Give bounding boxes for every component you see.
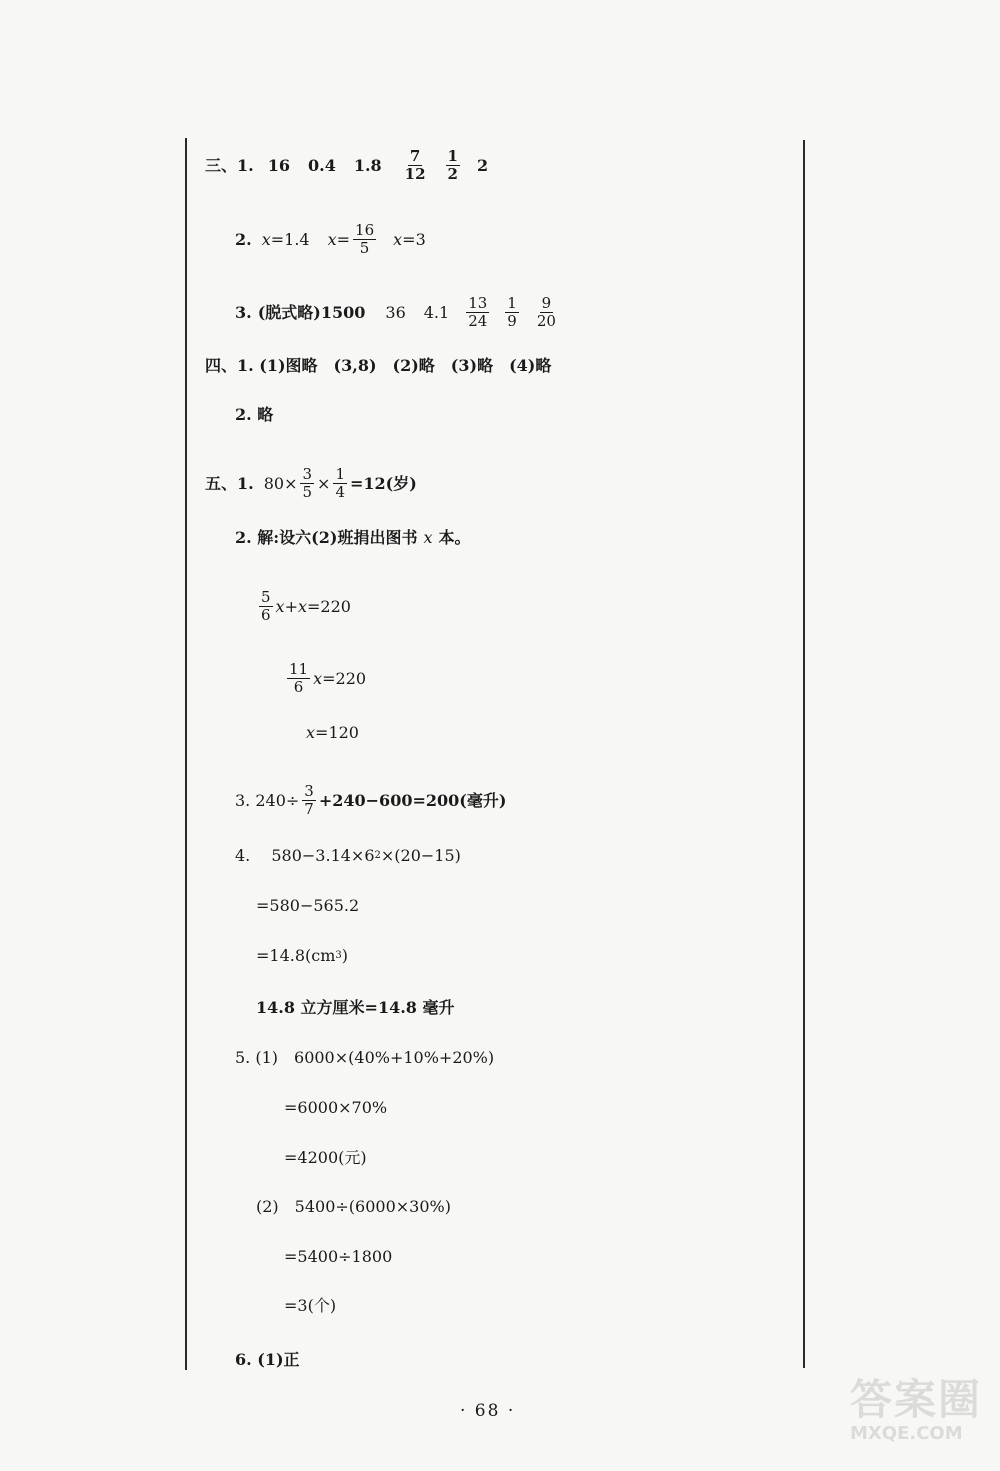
- watermark-url: MXQE.COM: [850, 1423, 963, 1444]
- sec5-q5-l3: =4200(元): [284, 1148, 367, 1167]
- sec5-q2-intro: 2. 解:设六(2)班捐出图书 x 本。: [235, 528, 471, 547]
- sec5-q5-l5: =5400÷1800: [284, 1247, 393, 1266]
- sec5-q5-l6: =3(个): [284, 1296, 337, 1315]
- sec4-q1: 四、1. (1)图略 (3,8) (2)略 (3)略 (4)略: [205, 356, 552, 375]
- sec3-q3: 3. (脱式略)1500 36 4.1 $\frac{13}{24}$ $\frac{1}{9}$ $\frac{9}{20}$: [235, 294, 556, 330]
- sec5-q2-eq3: x =120: [306, 723, 359, 742]
- page-number: · 68 ·: [460, 1401, 516, 1421]
- watermark-logo: [850, 1376, 985, 1456]
- sec5-q4-l1: 4. 580−3.14×6 2 ×(20−15): [235, 846, 461, 865]
- sec5-q3: 3. 240÷ $\frac{3}{7}$ +240−600=200(毫升): [235, 782, 507, 818]
- sec4-q2: 2. 略: [235, 405, 274, 424]
- fraction: $\frac{3}{5}$: [302, 465, 313, 501]
- sec5-q5-l2: =6000×70%: [284, 1098, 388, 1117]
- sec5-q1: 五、1. 80× $\frac{3}{5}$ × $\frac{1}{4}$ =12(岁): [205, 465, 417, 501]
- sec5-q4-l2: =580−565.2: [256, 896, 360, 915]
- sec5-q2-eq1: $\frac{5}{6}$ x + x =220: [261, 588, 351, 624]
- sec5-q6: 6. (1)正: [235, 1350, 300, 1369]
- sec3-q2: 2. x =1.4 x = $\frac{16}{5}$ x =3: [235, 221, 426, 257]
- fraction: $\frac{16}{5}$: [355, 221, 375, 257]
- fraction: $\frac{5}{6}$: [261, 588, 271, 624]
- fraction: $\frac{13}{24}$: [468, 294, 488, 330]
- fraction: $\frac{11}{6}$: [289, 660, 309, 696]
- sec5-q2-eq2: $\frac{11}{6}$ x =220: [289, 660, 367, 696]
- right-margin-rule: [803, 140, 805, 1368]
- fraction: $\frac{9}{20}$: [536, 294, 556, 330]
- sec3-q1: 三、1. 16 0.4 1.8 $\frac{7}{12}$ $\frac{1}{2}$ 2: [205, 147, 489, 183]
- sec5-q5-l4: (2) 5400÷(6000×30%): [256, 1197, 451, 1216]
- fraction: $\frac{1}{9}$: [507, 294, 517, 330]
- fraction: $\frac{1}{2}$: [447, 147, 458, 183]
- fraction: $\frac{7}{12}$: [404, 147, 426, 183]
- sec5-q5-l1: 5. (1) 6000×(40%+10%+20%): [235, 1048, 495, 1067]
- watermark-logo-text: 答案圈: [850, 1375, 983, 1424]
- fraction: $\frac{3}{7}$: [304, 782, 314, 818]
- fraction: $\frac{1}{4}$: [335, 465, 345, 501]
- sec5-q4-l4: 14.8 立方厘米=14.8 毫升: [256, 998, 455, 1017]
- left-margin-rule: [185, 138, 187, 1370]
- sec5-q4-l3: =14.8(cm 3 ): [256, 946, 349, 965]
